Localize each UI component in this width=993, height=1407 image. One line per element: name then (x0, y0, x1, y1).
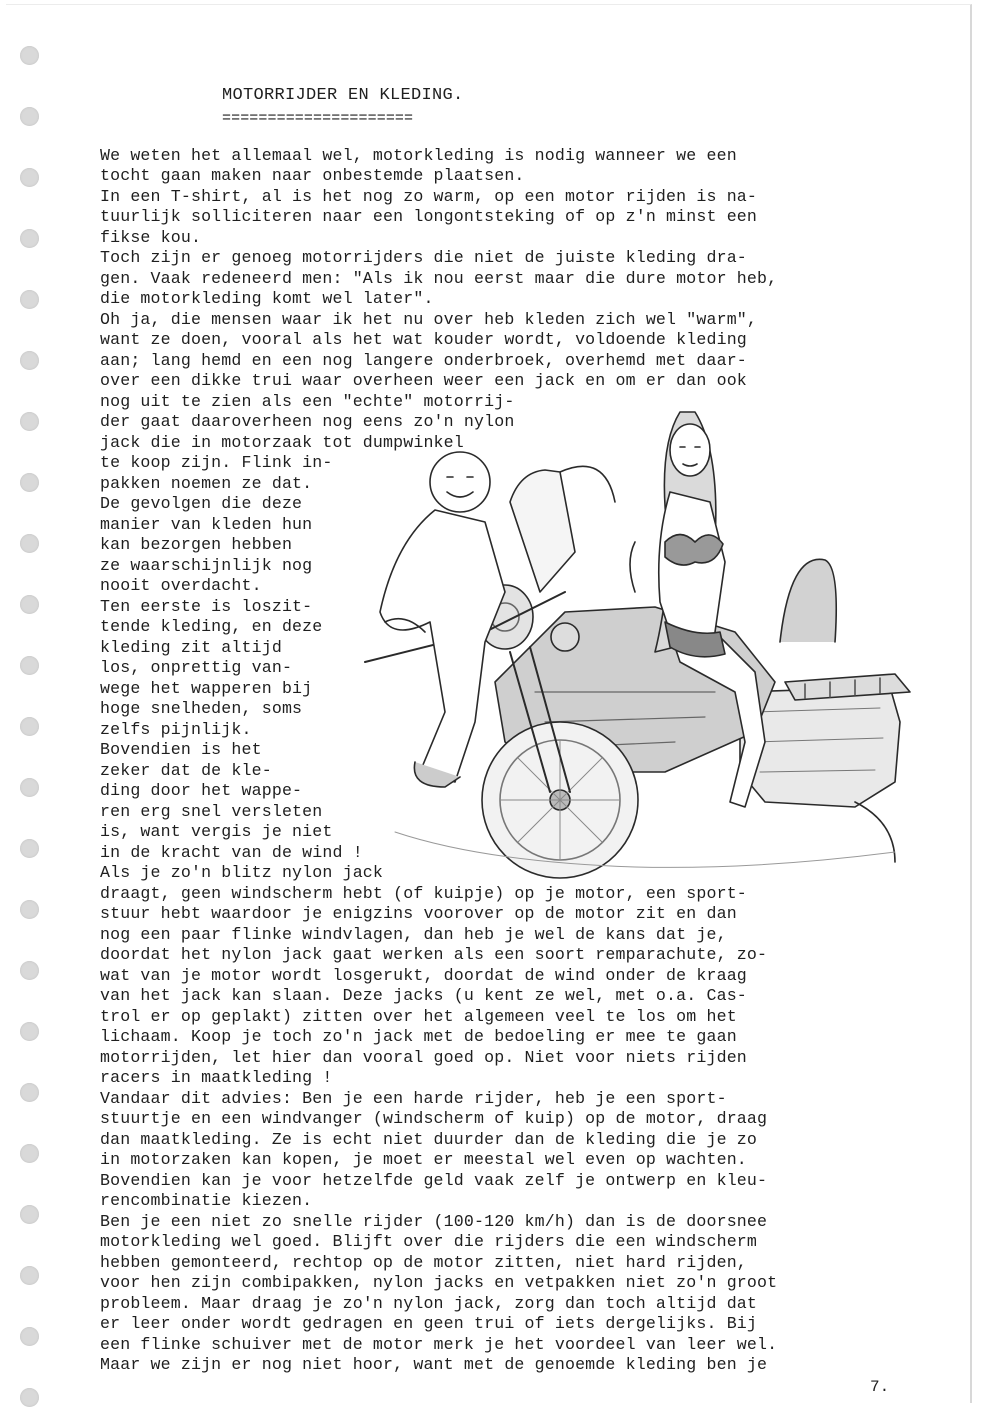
text-line: er leer onder wordt gedragen en geen trui of iets dergelijks. Bij (100, 1314, 758, 1333)
text-line: We weten het allemaal wel, motorkleding is nodig wanneer we een (100, 146, 737, 165)
text-line: rencombinatie kiezen. (100, 1191, 313, 1210)
binder-hole (20, 717, 39, 736)
binder-hole (20, 1144, 39, 1163)
text-line: motorkleding wel goed. Blijft over die rijders die een windscherm (100, 1232, 758, 1251)
binder-hole (20, 1388, 39, 1407)
text-line: ding door het wappe- (100, 781, 303, 800)
binder-hole (20, 1083, 39, 1102)
text-line: Als je zo'n blitz nylon jack (100, 863, 384, 882)
rider-body (380, 510, 505, 782)
text-line: kan bezorgen hebben (100, 535, 293, 554)
binder-hole (20, 229, 39, 248)
woman-head (670, 424, 710, 476)
text-line: aan; lang hemd en een nog langere onderbroek, overhemd met daar- (100, 351, 747, 370)
text-line: fikse kou. (100, 228, 202, 247)
text-line: motorrijden, let hier dan vooral goed op. Niet voor niets rijden (100, 1048, 747, 1067)
text-line: voor hen zijn combipakken, nylon jacks en vetpakken niet zo'n groot (100, 1273, 778, 1292)
text-line: nog een paar flinke windvlagen, dan heb je wel de kans dat je, (100, 925, 727, 944)
binder-hole (20, 412, 39, 431)
text-line: ze waarschijnlijk nog (100, 556, 313, 575)
article-title: MOTORRIJDER EN KLEDING. (222, 86, 464, 105)
text-line: hoge snelheden, soms (100, 699, 303, 718)
binder-hole (20, 656, 39, 675)
text-line: dan maatkleding. Ze is echt niet duurder dan de kleding die je zo (100, 1130, 758, 1149)
text-line: racers in maatkleding ! (100, 1068, 333, 1087)
text-line: tende kleding, en deze (100, 617, 323, 636)
title-underline: ===================== (222, 110, 414, 127)
binder-hole (20, 473, 39, 492)
text-line: pakken noemen ze dat. (100, 474, 313, 493)
binder-hole (20, 961, 39, 980)
motorcycle-illustration (335, 392, 930, 892)
text-line: gen. Vaak redeneerd men: "Als ik nou eerst maar die dure motor heb, (100, 269, 778, 288)
text-line: lichaam. Koop je toch zo'n jack met de bedoeling er mee te gaan (100, 1027, 737, 1046)
text-line: in motorzaken kan kopen, je moet er meestal wel even op wachten. (100, 1150, 747, 1169)
binder-hole (20, 900, 39, 919)
binder-hole (20, 107, 39, 126)
text-line: nooit overdacht. (100, 576, 262, 595)
binder-hole (20, 46, 39, 65)
binder-hole (20, 534, 39, 553)
windscreen (510, 470, 575, 592)
text-line: Oh ja, die mensen waar ik het nu over heb kleden zich wel "warm", (100, 310, 758, 329)
text-line: in de kracht van de wind ! (100, 843, 363, 862)
text-line: Ten eerste is loszit- (100, 597, 313, 616)
text-line: een flinke schuiver met de motor merk je het voordeel van leer wel. (100, 1335, 778, 1354)
text-line: Bovendien is het (100, 740, 262, 759)
binder-hole (20, 1327, 39, 1346)
text-line: De gevolgen die deze (100, 494, 303, 513)
text-line: probleem. Maar draag je zo'n nylon jack, zorg dan toch altijd dat (100, 1294, 758, 1313)
binder-hole (20, 839, 39, 858)
text-line: ren erg snel versleten (100, 802, 323, 821)
text-line: zelfs pijnlijk. (100, 720, 252, 739)
text-line: die motorkleding komt wel later". (100, 289, 434, 308)
binder-hole (20, 1022, 39, 1041)
binder-hole (20, 351, 39, 370)
sissy-bar (780, 559, 836, 642)
text-line: los, onprettig van- (100, 658, 293, 677)
text-line: tocht gaan maken naar onbestemde plaatsen. (100, 166, 525, 185)
text-line: want ze doen, vooral als het wat kouder wordt, voldoende kleding (100, 330, 747, 349)
rider-head (430, 452, 490, 512)
text-line: stuurtje en een windvanger (windscherm of kuip) op de motor, draag (100, 1109, 768, 1128)
text-line: kleding zit altijd (100, 638, 282, 657)
text-line: jack die in motorzaak tot dumpwinkel (100, 433, 464, 452)
text-line: zeker dat de kle- (100, 761, 272, 780)
text-line: draagt, geen windscherm hebt (of kuipje) op je motor, een sport- (100, 884, 747, 903)
text-line: doordat het nylon jack gaat werken als een soort remparachute, zo- (100, 945, 768, 964)
text-line: In een T-shirt, al is het nog zo warm, op een motor rijden is na- (100, 187, 758, 206)
text-line: trol er op geplakt) zitten over het algemeen veel te los om het (100, 1007, 737, 1026)
text-line: hebben gemonteerd, rechtop op de motor zitten, niet hard rijden, (100, 1253, 747, 1272)
text-line: wat van je motor wordt losgerukt, doordat de wind onder de kraag (100, 966, 747, 985)
binder-hole (20, 168, 39, 187)
text-line: Bovendien kan je voor hetzelfde geld vaak zelf je ontwerp en kleu- (100, 1171, 768, 1190)
binder-hole (20, 290, 39, 309)
text-line: Maar we zijn er nog niet hoor, want met de genoemde kleding ben je (100, 1355, 768, 1374)
text-line: is, want vergis je niet (100, 822, 333, 841)
text-line: der gaat daaroverheen nog eens zo'n nylon (100, 412, 515, 431)
text-line: Ben je een niet zo snelle rijder (100-120 km/h) dan is de doorsnee (100, 1212, 768, 1231)
text-line: Toch zijn er genoeg motorrijders die niet de juiste kleding dra- (100, 248, 747, 267)
binder-hole (20, 595, 39, 614)
text-line: nog uit te zien als een "echte" motorrij- (100, 392, 515, 411)
text-line: manier van kleden hun (100, 515, 313, 534)
text-line: Vandaar dit advies: Ben je een harde rijder, heb je een sport- (100, 1089, 727, 1108)
text-line: tuurlijk solliciteren naar een longontsteking of op z'n minst een (100, 207, 758, 226)
binder-hole (20, 1266, 39, 1285)
text-line: stuur hebt waardoor je enigzins voorover op de motor zit en dan (100, 904, 737, 923)
binder-hole (20, 778, 39, 797)
binder-hole (20, 1205, 39, 1224)
text-line: van het jack kan slaan. Deze jacks (u kent ze wel, met o.a. Cas- (100, 986, 747, 1005)
text-line: over een dikke trui waar overheen weer een jack en om er dan ook (100, 371, 747, 390)
text-line: te koop zijn. Flink in- (100, 453, 333, 472)
text-line: wege het wapperen bij (100, 679, 313, 698)
page-number: 7. (870, 1378, 890, 1396)
